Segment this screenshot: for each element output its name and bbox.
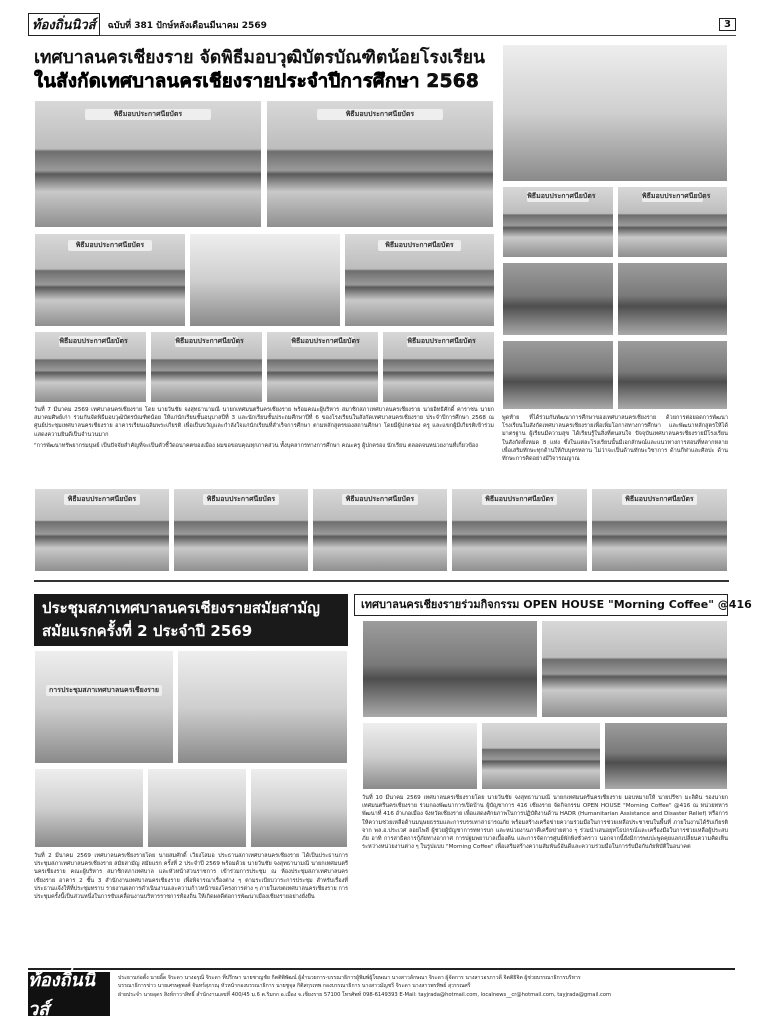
story1-photo: [617, 262, 728, 336]
photo-banner: พิธีมอบประกาศนียบัตร: [317, 109, 444, 120]
page-header: [28, 14, 736, 36]
footer-logo: ท้องถิ่นนิวส์: [28, 972, 110, 1016]
story3-photo: [541, 620, 728, 718]
story1-photo: [451, 488, 588, 572]
page-footer: [28, 968, 735, 1020]
story1-photo: [502, 186, 614, 258]
story1-headline-line1: เทศบาลนครเชียงราย จัดพิธีมอบวุฒิบัตรบัณฑิตน้อยโรงเรียน: [34, 48, 485, 68]
story1-photo: [312, 488, 448, 572]
story3-title: เทศบาลนครเชียงรายร่วมกิจกรรม OPEN HOUSE "Morning Coffee" @416: [354, 594, 728, 616]
story2-photo: [177, 650, 348, 764]
masthead-logo: ท้องถิ่นนิวส์: [28, 13, 100, 36]
story1-headline: [34, 46, 496, 94]
story3-paragraph: วันที่ 10 มีนาคม 2569 เทศบาลนครเชียงรายโดย นายวันชัย จงสุทธานามณี นายกเทศมนตรีนครเชียงราย มอบหมายให้ นายปรีชา มะลิดิน รองนายกเทศมนตรีนครเชียงราย ร่วมกองพัฒนาการเปิดบ้าน ผู้บัญชาการ 416 เชียงราย จัดกิจกรรม OPEN HOUSE "Morning Coffee" @416 ณ หน่วยทหารพัฒนาที่ 416 อำเภอเมือง จังหวัดเชียงราย เพื่อแสดงศักยภาพในการปฏิบัติงานด้าน HADR (Humanitarian Assistance and Disaster Relief) หรือการให้ความช่วยเหลือด้านมนุษยธรรมและการบรรเทาสาธารณภัย พร้อมสร้างเครือข่ายความร่วมมือในการช่วยเหลือประชาชนในพื้นที่ ภายในงานได้รับเกียรติจาก พล.อ.ประเวศ ลอยไพลี ผู้ช่วยผู้บัญชาการทหารบก และหน่วยงานภาคีเครือข่ายต่าง ๆ ร่วมนำเสนอยุทโธปกรณ์และเครื่องมือในการช่วยเหลือผู้ประสบภัย อาทิ การสาธิตการกู้ภัยทางอากาศ การปฐมพยาบาลเบื้องต้น และการจัดการศูนย์พักพิงชั่วคราว นอกจากนี้ยังมีการพบปะพูดคุยแลกเปลี่ยนความคิดเห็นระหว่างหน่วยงานต่าง ๆ ในรูปแบบ "Morning Coffee" เพื่อเสริมสร้างความสัมพันธ์อันดีและความร่วมมือในการรับมือกับภัยพิบัติในอนาคต: [362, 795, 728, 851]
story2-photo: [34, 768, 144, 848]
footer-line: ประธานก่อตั้ง นายอิ๊ด จิระดา นางอรุณี จิระดา ที่ปรึกษา นายชาญชัย กิตติพิพัฒน์ ผู้อำนวยการ-บรรณาธิการผู้พิมพ์ผู้โฆษณา นางสาวลักษณา จิระดา ผู้จัดการ นางสาวอรภาวดี จิตติยิจิต ผู้ช่วยบรรณาธิการบริหาร: [118, 975, 581, 981]
story1-headline-line2: ในสังกัดเทศบาลนครเชียงรายประจำปีการศึกษา 2568: [34, 71, 480, 92]
story1-body-right: [502, 414, 728, 486]
story1-photo: [189, 233, 341, 327]
photo-banner: พิธีมอบประกาศนียบัตร: [85, 109, 212, 120]
story3-photo: [362, 620, 538, 718]
story2-paragraph: วันที่ 2 มีนาคม 2569 เทศบาลนครเชียงรายโดย นายสมศักดิ์ เวียงโสมอ ประธานสภาเทศบาลนครเชียงราย ได้เป็นประธานการประชุมสภาเทศบาลนครเชียงราย สมัยสามัญ สมัยแรก ครั้งที่ 2 ประจำปี 2569 พร้อมด้วย นายวันชัย จงสุทธานามณี นายกเทศมนตรีนครเชียงราย คณะผู้บริหาร สมาชิกสภาเทศบาล และหัวหน้าส่วนราชการ เข้าร่วมการประชุม ณ ห้องประชุมสภาเทศบาลนครเชียงราย อาคาร 2 ชั้น 3 สำนักงานเทศบาลนครเชียงราย เพื่อพิจารณาเรื่องต่าง ๆ ตามระเบียบวาระการประชุม สำหรับเรื่องที่ประธานแจ้งให้ที่ประชุมทราบ รายงานผลการดำเนินงานและความก้าวหน้าของโครงการต่าง ๆ ภายในเขตเทศบาลนครเชียงราย การประชุมครั้งนี้เป็นส่วนหนึ่งในการขับเคลื่อนงานบริหารราชการท้องถิ่น ให้เกิดผลดีต่อการพัฒนาเมืองเชียงรายอย่างยั่งยืน: [34, 853, 348, 901]
photo-banner: พิธีมอบประกาศนียบัตร: [482, 494, 558, 505]
photo-banner: พิธีมอบประกาศนียบัตร: [291, 337, 360, 346]
footer-line: บรรณาธิการข่าว นายเศรษฐพงศ์ จันทร์สุภาณุ หัวหน้ากองบรรณาธิการ นายชูจุล กิติสกุรเทพ กองบรรณาธิการ นางสาวมัญชรี จิระดา นางสาวพรทิพย์ สุวรรณศรี: [118, 983, 471, 990]
story1-photo-stage: [502, 44, 728, 182]
photo-banner: พิธีมอบประกาศนียบัตร: [378, 240, 461, 251]
photo-banner: พิธีมอบประกาศนียบัตร: [641, 192, 711, 201]
page-number: 3: [719, 18, 736, 31]
story2-body: [34, 852, 348, 964]
story1-photo: [34, 331, 147, 403]
story1-photo: [502, 340, 614, 410]
story2-photo: [147, 768, 247, 848]
story2-photo: [34, 650, 174, 764]
story1-photo: [382, 331, 495, 403]
story1-photo: [173, 488, 309, 572]
story1-photo: [344, 233, 495, 327]
story1-photo: [502, 262, 614, 336]
story1-photo: [617, 340, 728, 410]
photo-banner: พิธีมอบประกาศนียบัตร: [175, 337, 244, 346]
story1-paragraph: พูดท้าย ที่ได้ร่วมกันพัฒนาการศึกษาของเทศบาลนครเชียงราย ด้วยการต่อยอดการพัฒนาโรงเรียนในสังกัดเทศบาลนครเชียงรายเพื่อเพิ่มโอกาสทางการศึกษา และพัฒนาหลักสูตรให้ได้มาตรฐาน ผู้เรียนมีความสุข ได้เรียนรู้ในสิ่งที่ตนสนใจ ปัจจุบันเทศบาลนครเชียงรายมีโรงเรียนในสังกัดทั้งหมด 8 แห่ง ซึ่งในแต่ละโรงเรียนนั้นมีเอกลักษณ์และแนวทางการสอนที่หลากหลาย เพื่อเสริมทักษะทุกด้านให้กับบุตรหลาน ไม่ว่าจะเป็นด้านทักษะวิชาการ ด้านกีฬาและศิลปะ ด้านทักษะการคิดอย่างมีวิจารณญาณ: [502, 415, 728, 463]
story2-title: [34, 594, 348, 646]
story1-photo: [266, 100, 494, 228]
photo-banner: พิธีมอบประกาศนียบัตร: [527, 192, 596, 201]
photo-banner: พิธีมอบประกาศนียบัตร: [342, 494, 417, 505]
footer-credits: [110, 970, 735, 1016]
story2-photo: [250, 768, 348, 848]
story1-photo: [34, 488, 170, 572]
photo-banner: การประชุมสภาเทศบาลนครเชียงราย: [46, 685, 162, 696]
story1-photo: [150, 331, 263, 403]
story1-photo: [266, 331, 379, 403]
story1-paragraph: วันที่ 7 มีนาคม 2569 เทศบาลนครเชียงราย โดย นายวันชัย จงสุทธานามณี นายกเทศมนตรีนครเชียงราย พร้อมคณะผู้บริหาร สมาชิกสภาเทศบาลนครเชียงราย นายอิทธิศักดิ์ คาราชน นายกสมาคมศิษย์เก่า ร่วมกันจัดพิธีมอบวุฒิบัตรบัณฑิตน้อย ให้แก่นักเรียนชั้นอนุบาลปีที่ 3 และนักเรียนชั้นประถมศึกษาปีที่ 6 ของโรงเรียนในสังกัดเทศบาลนครเชียงราย ประจำปีการศึกษา 2568 ณ ศูนย์ประชุมเทศบาลนครเชียงราย อาคารเรียนเฉลิมพระเกียรติ เพื่อเป็นขวัญและกำลังใจแก่นักเรียนที่สำเร็จการศึกษา ตามหลักสูตรของสถานศึกษา โดยมีผู้ปกครอง ครู และแขกผู้มีเกียรติเข้าร่วมแสดงความยินดีเป็นจำนวนมาก: [34, 407, 494, 438]
story2-title-line2: สมัยแรกครั้งที่ 2 ประจำปี 2569: [42, 622, 253, 640]
story1-photo: [34, 233, 186, 327]
story3-photo: [604, 722, 728, 790]
story2-title-line1: ประชุมสภาเทศบาลนครเชียงรายสมัยสามัญ: [42, 599, 320, 617]
section-divider: [34, 580, 729, 582]
story3-photo: [481, 722, 601, 790]
photo-banner: พิธีมอบประกาศนียบัตร: [203, 494, 278, 505]
photo-banner: พิธีมอบประกาศนียบัตร: [68, 240, 152, 251]
footer-line: ฝ่ายประจำ นายอุดร สิงห์กาวาสิทธิ์ สำนักงานเลขที่ 400/45 ม.6 ต.ริมกก อ.เมือง จ.เชียงราย 57100 โทรศัพท์ 098-6149393 E-Mail: tayjrada@hotmail.com, localnews__cr@hotmail.com, tayjrada@gmail.com: [118, 991, 612, 998]
story3-photo: [362, 722, 478, 790]
photo-banner: พิธีมอบประกาศนียบัตร: [64, 494, 139, 505]
story1-photo: [591, 488, 728, 572]
story1-photo: [617, 186, 728, 258]
story3-body: [362, 794, 728, 964]
story1-photo: [34, 100, 262, 228]
story1-paragraph: "การพัฒนาทรัพยากรมนุษย์ เป็นปัจจัยสำคัญที่จะเป็นตัวชี้วัดอนาคตของเมือง ผมขอขอบคุณทุกภาคส่วน ทั้งบุคลากรทางการศึกษา คณะครู ผู้ปกครอง นักเรียน ตลอดจนหน่วยงานที่เกี่ยวข้อง: [34, 442, 478, 449]
issue-info: ฉบับที่ 381 ปักษ์หลังเดือนมีนาคม 2569: [107, 20, 267, 31]
photo-banner: พิธีมอบประกาศนียบัตร: [622, 494, 698, 505]
story1-body-left: [34, 406, 494, 486]
photo-banner: พิธีมอบประกาศนียบัตร: [59, 337, 128, 346]
photo-banner: พิธีมอบประกาศนียบัตร: [407, 337, 476, 346]
